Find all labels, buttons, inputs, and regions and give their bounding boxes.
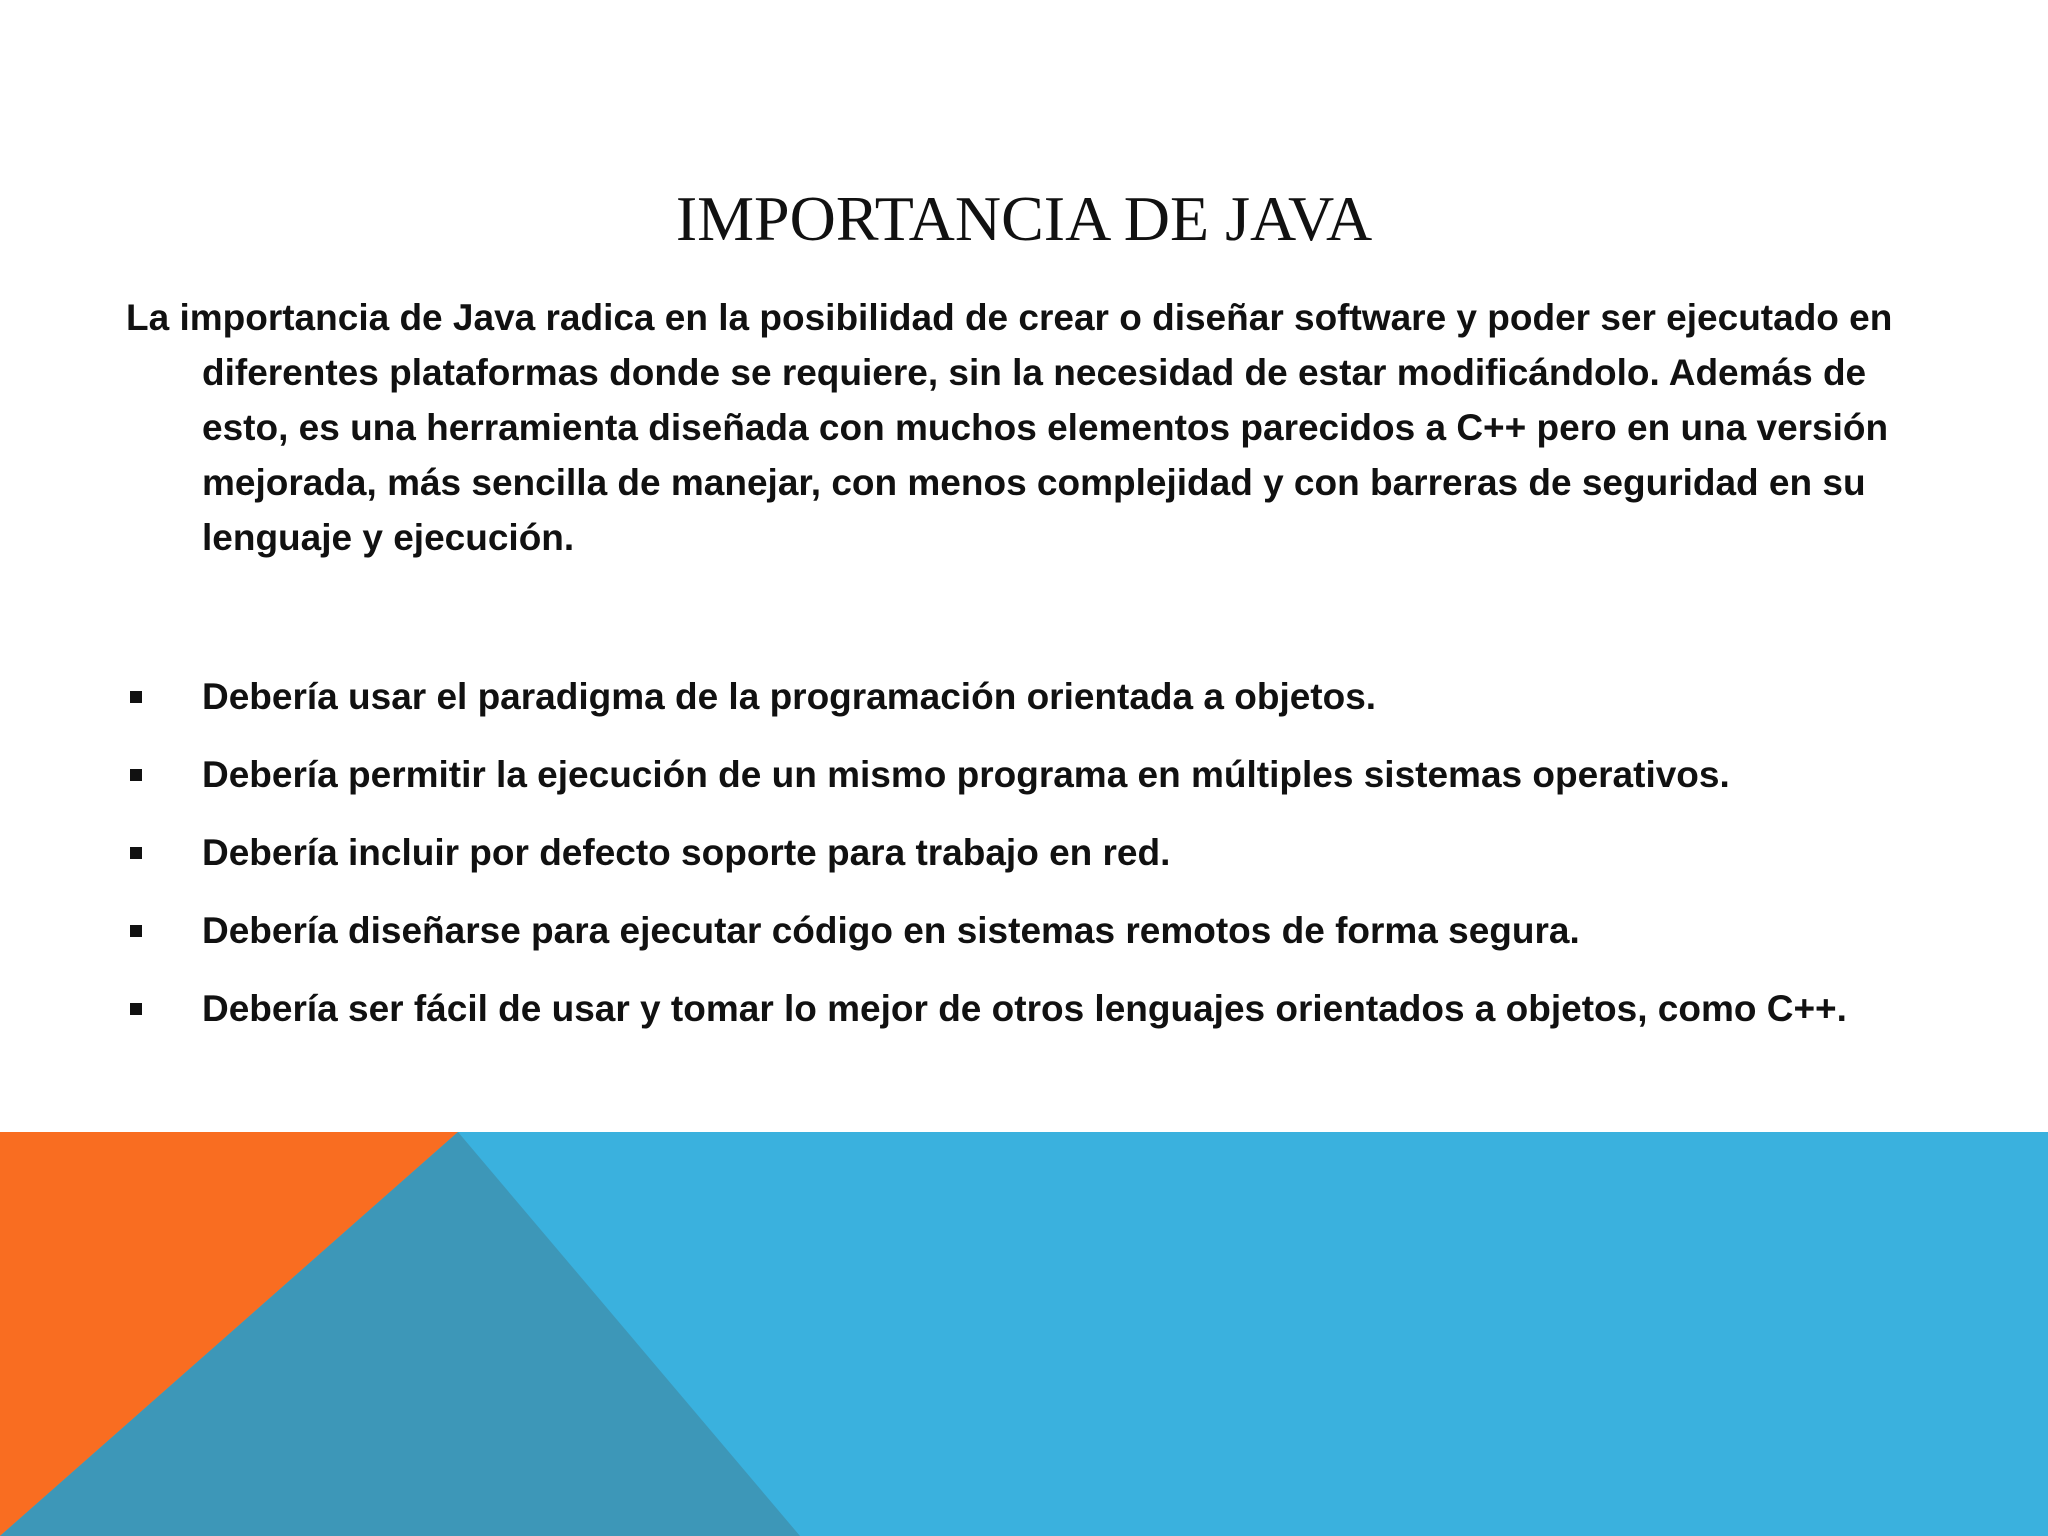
square-bullet-icon [130,1003,142,1015]
bullet-text: Debería usar el paradigma de la programación orientada a objetos. [202,676,1377,717]
bullet-text: Debería diseñarse para ejecutar código en sistemas remotos de forma segura. [202,910,1580,951]
list-item [126,748,1926,801]
intro-paragraph: La importancia de Java radica en la posibilidad de crear o diseñar software y poder ser ejecutado en diferentes plataformas donde se requiere, sin la necesidad de estar modificándolo. Además de esto, es una herramienta diseñada con muchos elementos parecidos a C++ pero en una versión mejorada, más sencilla de manejar, con menos complejidad y con barreras de seguridad en su lenguaje y ejecución. [126,297,1893,558]
list-item [126,904,1926,957]
square-bullet-icon [130,769,142,781]
list-item [126,826,1926,879]
bullet-text: Debería ser fácil de usar y tomar lo mejor de otros lenguajes orientados a objetos, como C++. [202,988,1847,1029]
square-bullet-icon [130,847,142,859]
list-item [126,670,1926,723]
bullet-text: Debería incluir por defecto soporte para trabajo en red. [202,832,1171,873]
square-bullet-icon [130,691,142,703]
list-item [126,982,1926,1035]
slide-title: IMPORTANCIA DE JAVA [675,183,1373,254]
bullet-text: Debería permitir la ejecución de un mismo programa en múltiples sistemas operativos. [202,754,1730,795]
decorative-color-band [0,1132,2048,1536]
slide-content [126,290,1926,1060]
bullet-list [126,670,1926,1035]
square-bullet-icon [130,925,142,937]
